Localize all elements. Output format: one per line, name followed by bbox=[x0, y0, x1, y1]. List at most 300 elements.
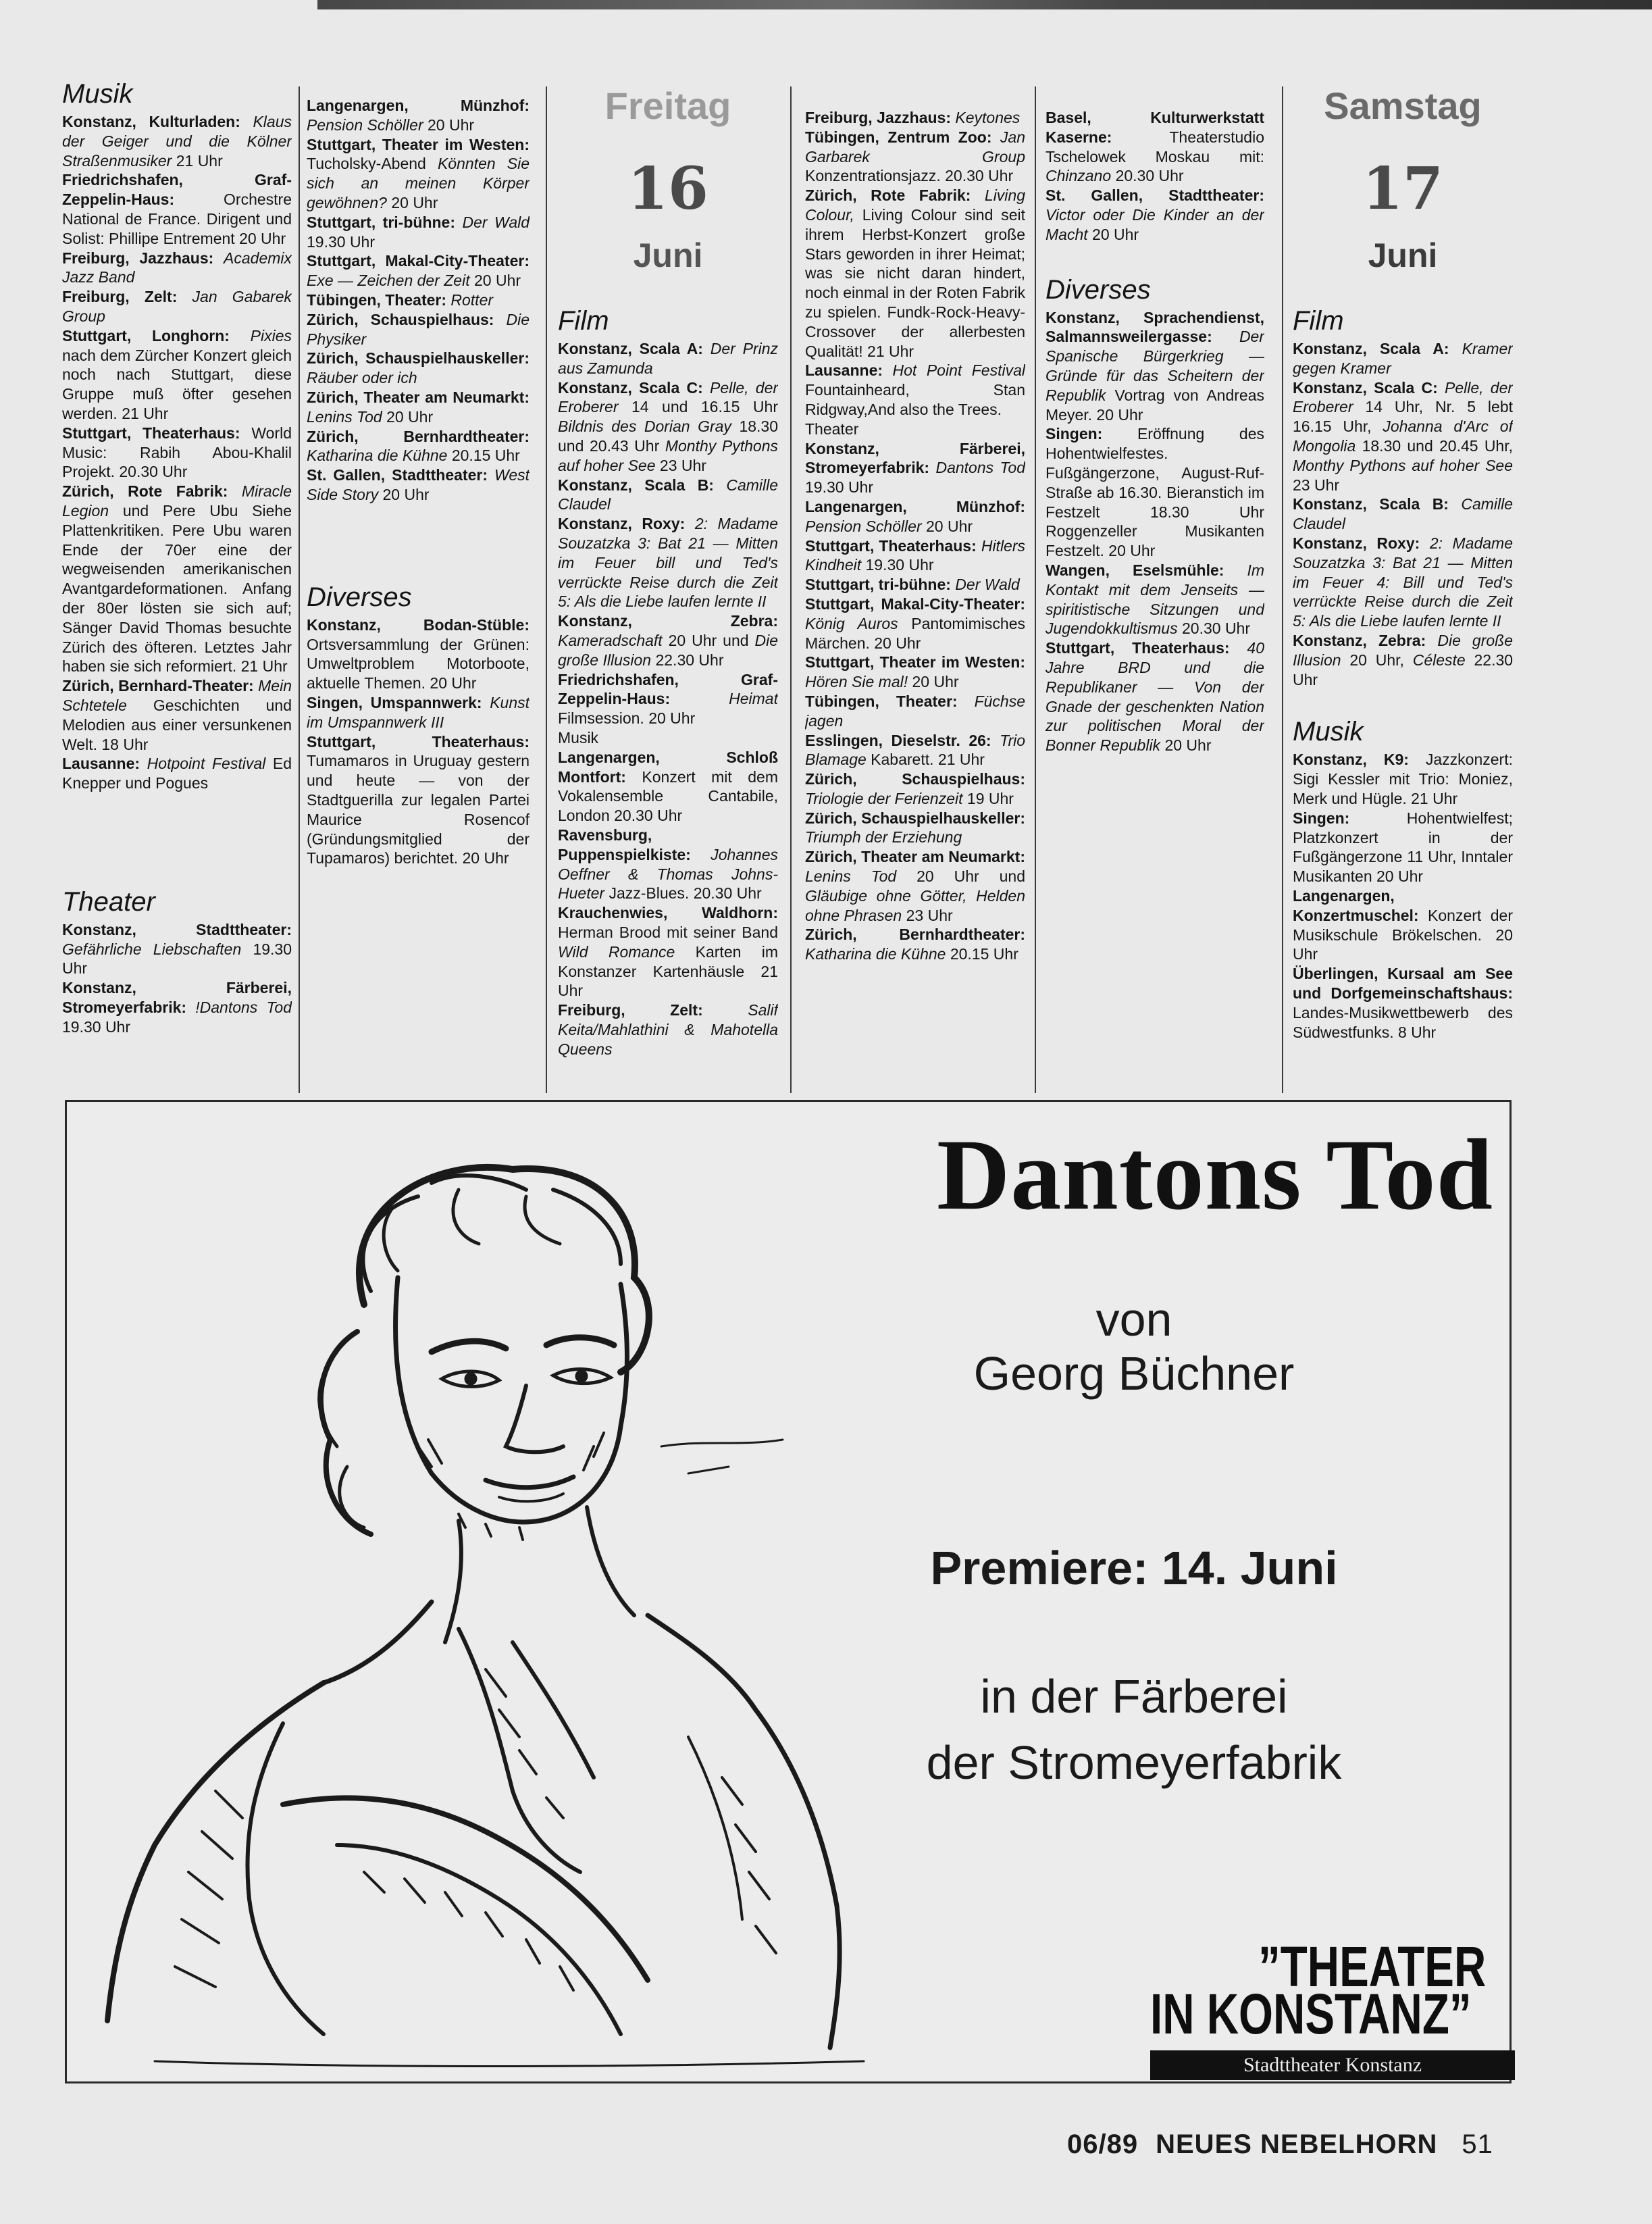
event-title: Johannes Oeffner & Thomas Johns-Hueter bbox=[558, 845, 778, 903]
venue-name: Freiburg, Jazzhaus: bbox=[62, 249, 214, 267]
event-detail: 23 Uhr bbox=[1293, 476, 1340, 494]
event-title: Miracle Legion bbox=[62, 482, 292, 520]
event-detail: 22.30 Uhr bbox=[1293, 651, 1513, 688]
event-title: Der Wald bbox=[462, 213, 530, 231]
column-5 bbox=[1046, 108, 1264, 1121]
event-detail: 18.30 und 20.43 Uhr bbox=[558, 418, 778, 455]
listing-entry bbox=[1293, 495, 1513, 534]
listing-list bbox=[558, 748, 778, 1059]
event-title: Triumph der Erziehung bbox=[805, 828, 962, 846]
listing-entry bbox=[805, 692, 1025, 731]
section-heading-musik: Musik bbox=[1293, 717, 1364, 747]
event-title: Monthy Pythons auf hoher See bbox=[1293, 456, 1513, 474]
logo-line-1: ”THEATER bbox=[1258, 1935, 1487, 1998]
event-detail: 22.30 Uhr bbox=[655, 651, 724, 669]
event-title: Victor oder Die Kinder an der Macht bbox=[1046, 205, 1264, 243]
listing-entry bbox=[62, 287, 292, 326]
event-detail: 20 Uhr bbox=[428, 116, 475, 134]
top-print-band bbox=[317, 0, 1652, 9]
event-title: Trio Blamage bbox=[805, 731, 1025, 769]
event-title: Der Spanische Bürgerkrieg — Gründe für das Scheitern der Republik bbox=[1046, 328, 1264, 404]
logo-subtitle: Stadttheater Konstanz bbox=[1150, 2050, 1515, 2080]
listing-entry bbox=[307, 251, 530, 290]
venue-name: Stuttgart, Theaterhaus: bbox=[307, 732, 530, 751]
venue-name: Stuttgart, Theater im Westen: bbox=[307, 135, 530, 153]
event-detail: 20 Uhr, bbox=[1349, 651, 1404, 669]
event-title: Bildnis des Dorian Gray bbox=[558, 418, 731, 436]
event-detail: Jazzkonzert: Sigi Kessler mit Trio: Moniez, Merk und Hügle. 21 Uhr bbox=[1293, 751, 1513, 807]
listing-list bbox=[1293, 750, 1513, 1042]
listing-entry bbox=[307, 135, 530, 213]
listing-entry bbox=[558, 378, 778, 476]
event-detail: World Music: Rabih Abou-Khalil Projekt. 20.30 Uhr bbox=[62, 424, 292, 481]
event-detail: Filmsession. 20 Uhr bbox=[558, 709, 696, 728]
event-title: Pixies bbox=[250, 326, 292, 345]
venue-name: Langenargen, Münzhof: bbox=[805, 497, 1025, 515]
day-header-saturday bbox=[1293, 82, 1513, 276]
venue-name: Zürich, Schauspielhaus: bbox=[307, 310, 494, 328]
listing-entry bbox=[558, 514, 778, 611]
venue-name: Zürich, Schauspielhaus: bbox=[805, 770, 1025, 788]
listing-entry bbox=[1293, 534, 1513, 631]
venue-name: Stuttgart, tri-bühne: bbox=[805, 576, 951, 594]
listing-entry bbox=[62, 978, 292, 1036]
venue-name: Konstanz, Stadttheater: bbox=[62, 920, 292, 938]
listing-entry bbox=[1046, 561, 1264, 638]
listing-entry bbox=[805, 128, 1025, 186]
listing-entry bbox=[1293, 750, 1513, 808]
listing-entry bbox=[1046, 308, 1264, 425]
venue-name: Ravensburg, Puppenspielkiste: bbox=[558, 826, 691, 863]
venue-name: Langenargen, Münzhof: bbox=[307, 97, 530, 114]
month-name: Juni bbox=[1368, 236, 1438, 274]
venue-name: Esslingen, Dieselstr. 26: bbox=[805, 731, 991, 749]
listing-entry bbox=[307, 96, 530, 135]
venue-name: Lausanne: bbox=[805, 361, 883, 380]
venue-name: Stuttgart, tri-bühne: bbox=[307, 213, 455, 231]
venue-name: Stuttgart, Theater im Westen: bbox=[805, 653, 1025, 672]
listing-entry bbox=[805, 536, 1025, 576]
day-number: 17 bbox=[1362, 155, 1443, 223]
venue-name: Konstanz, Zebra: bbox=[1293, 631, 1426, 649]
event-title: Räuber oder ich bbox=[307, 369, 417, 387]
listing-entry bbox=[1293, 886, 1513, 964]
listing-entry bbox=[805, 731, 1025, 770]
event-title: Jan Garbarek Group bbox=[805, 128, 1025, 166]
section-heading-theater: Theater bbox=[62, 886, 155, 917]
page-footer bbox=[1067, 2129, 1511, 2160]
listing-entry bbox=[307, 388, 530, 427]
venue-name: Zürich, Theater am Neumarkt: bbox=[307, 388, 530, 406]
listing-list bbox=[62, 112, 292, 793]
venue-name: Konstanz, Zebra: bbox=[558, 612, 778, 630]
listing-entry bbox=[62, 170, 292, 248]
listing-entry bbox=[558, 826, 778, 903]
venue-name: Konstanz, Scala A: bbox=[1293, 340, 1449, 357]
event-detail: Ed Knepper und Pogues bbox=[62, 755, 292, 792]
venue-name: St. Gallen, Stadttheater: bbox=[1046, 186, 1264, 205]
event-title: Camille Claudel bbox=[1293, 495, 1513, 533]
listing-entry bbox=[1293, 964, 1513, 1042]
event-title: Katharina die Kühne bbox=[307, 447, 448, 465]
venue-name: Konstanz, Scala A: bbox=[558, 340, 703, 357]
listing-entry bbox=[1046, 638, 1264, 755]
venue-name: Basel, Kulturwerkstatt Kaserne: bbox=[1046, 109, 1264, 146]
venue-name: Stuttgart, Theaterhaus: bbox=[62, 424, 240, 442]
event-detail: Pantomimisches Märchen. 20 Uhr bbox=[805, 614, 1025, 652]
listing-entry bbox=[1293, 809, 1513, 886]
venue-name: Singen: bbox=[1293, 809, 1350, 827]
event-title: !Dantons Tod bbox=[195, 999, 292, 1017]
event-title: Die große Illusion bbox=[1293, 631, 1513, 669]
listing-entry bbox=[805, 847, 1025, 925]
event-detail: 19.30 Uhr bbox=[805, 478, 874, 497]
event-detail: 20 Uhr bbox=[1092, 225, 1139, 243]
listing-list bbox=[307, 615, 530, 868]
page-number: 51 bbox=[1462, 2129, 1493, 2159]
venue-name: Krauchenwies, Waldhorn: bbox=[558, 904, 778, 922]
venue-name: Konstanz, Scala C: bbox=[1293, 378, 1438, 397]
column-divider bbox=[1035, 86, 1036, 1093]
event-title: Mein Schtetele bbox=[62, 677, 292, 714]
event-title: Die Physiker bbox=[307, 310, 530, 348]
venue-name: Stuttgart, Makal-City-Theater: bbox=[805, 595, 1025, 613]
event-detail: 19.30 Uhr bbox=[865, 556, 934, 574]
listing-list bbox=[1293, 339, 1513, 689]
section-label-theater: Theater bbox=[805, 420, 859, 438]
listing-entry bbox=[1046, 108, 1264, 186]
listing-entry bbox=[1293, 631, 1513, 689]
event-title: Hotpoint Festival bbox=[147, 755, 266, 773]
event-title: Rotter bbox=[450, 290, 494, 309]
listing-entry bbox=[307, 693, 530, 732]
event-detail: Tucholsky-Abend bbox=[307, 155, 426, 173]
event-title: Triologie der Ferienzeit bbox=[805, 789, 963, 807]
venue-name: Überlingen, Kursaal am See und Dorfgemeinschaftshaus: bbox=[1293, 965, 1513, 1002]
venue-name: Freiburg, Jazzhaus: bbox=[805, 109, 951, 126]
advertisement-dantons-tod bbox=[65, 1100, 1512, 2083]
listing-entry bbox=[558, 670, 778, 728]
listing-entry bbox=[805, 595, 1025, 653]
event-detail: 19.30 Uhr bbox=[62, 940, 292, 978]
venue-name: Freiburg, Zelt: bbox=[558, 1001, 703, 1019]
event-detail: 14 Uhr, Nr. 5 lebt 16.15 Uhr, bbox=[1293, 398, 1513, 436]
column-1 bbox=[62, 76, 292, 1089]
venue-name: Stuttgart, Makal-City-Theater: bbox=[307, 252, 530, 270]
venue-name: Langenargen, Konzertmuschel: bbox=[1293, 886, 1419, 924]
venue-name: Konstanz, Färberei, Stromeyerfabrik: bbox=[805, 439, 1025, 477]
event-detail: Tumamaros in Uruguay gestern und heute — von der Stadtguerilla zur legalen Partei Maurice Rosencof (Gründungsmitglied der Tupamaros) berichtet. 20 Uhr bbox=[307, 752, 530, 867]
ad-by-label: von bbox=[1095, 1293, 1172, 1346]
event-title: König Auros bbox=[805, 614, 898, 632]
venue-name: Konstanz, Bodan-Stüble: bbox=[307, 615, 530, 634]
listing-entry bbox=[307, 349, 530, 388]
event-title: Chinzano bbox=[1046, 167, 1112, 185]
event-detail: 23 Uhr bbox=[659, 456, 706, 474]
issue-number: 06/89 bbox=[1067, 2129, 1139, 2159]
event-title: Exe — Zeichen der Zeit bbox=[307, 272, 470, 290]
event-detail: Ortsversammlung der Grünen: Umweltproblem Motorboote, aktuelle Themen. 20 Uhr bbox=[307, 635, 530, 692]
event-title: Dantons Tod bbox=[935, 459, 1025, 477]
listing-entry bbox=[558, 748, 778, 826]
event-title: Heimat bbox=[729, 690, 778, 708]
event-detail: Fountainheard, Stan Ridgway,And also the Trees. bbox=[805, 381, 1025, 418]
listing-entry bbox=[805, 361, 1025, 419]
theater-konstanz-logo bbox=[1150, 1935, 1515, 2087]
venue-name: Stuttgart, Theaterhaus: bbox=[805, 536, 977, 555]
event-title: Wild Romance bbox=[558, 942, 675, 961]
column-divider bbox=[546, 86, 547, 1093]
listing-entry bbox=[307, 427, 530, 466]
listing-entry bbox=[62, 482, 292, 676]
listing-entry bbox=[805, 439, 1025, 497]
ad-premiere-date: Premiere: 14. Juni bbox=[930, 1542, 1338, 1594]
event-title: Gefährliche Liebschaften bbox=[62, 940, 242, 958]
ad-title: Dantons Tod bbox=[937, 1119, 1493, 1231]
event-detail: 19.30 Uhr bbox=[62, 1017, 131, 1036]
event-detail: 19 Uhr bbox=[966, 789, 1014, 807]
listing-entry bbox=[62, 676, 292, 754]
section-heading-musik: Musik bbox=[62, 79, 133, 109]
event-title: Salif Keita/Mahlathini & Mahotella Queens bbox=[558, 1001, 778, 1058]
listing-entry bbox=[805, 186, 1025, 361]
venue-name: Konstanz, Roxy: bbox=[1293, 534, 1420, 552]
listing-entry bbox=[62, 249, 292, 288]
venue-name: Friedrichshafen, Graf-Zeppelin-Haus: bbox=[558, 670, 778, 708]
listing-entry bbox=[62, 112, 292, 170]
venue-name: Tübingen, Theater: bbox=[805, 692, 958, 710]
event-detail: Konzert der Musikschule Brökelschen. 20 Uhr bbox=[1293, 906, 1513, 963]
event-title: 2: Madame Souzatzka 3: Bat 21 — Mitten im Feuer bill und Ted's verrückte Reise durch die Zeit 5: Als die Liebe laufen lernte II bbox=[558, 515, 778, 611]
day-header-friday bbox=[558, 82, 778, 276]
column-2 bbox=[307, 96, 530, 1109]
listing-entry bbox=[1293, 378, 1513, 495]
event-title: Keytones bbox=[955, 109, 1021, 126]
listing-entry bbox=[805, 809, 1025, 848]
column-6 bbox=[1293, 80, 1513, 1093]
section-heading-film: Film bbox=[1293, 306, 1344, 336]
event-title: Die große Illusion bbox=[558, 631, 778, 669]
event-title: 40 Jahre BRD und die Republikaner — Von der Gnade der geschenkten Nation zur politischen Moral der Bonner Republik bbox=[1046, 639, 1264, 755]
venue-name: Friedrichshafen, Graf-Zeppelin-Haus: bbox=[62, 171, 292, 209]
venue-name: Konstanz, K9: bbox=[1293, 751, 1409, 769]
event-detail: Kabarett. 21 Uhr bbox=[871, 751, 985, 769]
venue-name: Singen, Umspannwerk: bbox=[307, 693, 482, 711]
venue-name: Zürich, Bernhardtheater: bbox=[307, 427, 530, 445]
event-title: Pension Schöller bbox=[805, 517, 922, 535]
venue-name: Tübingen, Theater: bbox=[307, 290, 446, 309]
event-detail: 20.15 Uhr bbox=[950, 945, 1018, 963]
listing-list bbox=[62, 920, 292, 1037]
venue-name: Konstanz, Sprachendienst, Salmannsweilergasse: bbox=[1046, 308, 1264, 346]
event-detail: und Pere Ubu Siehe Plattenkritiken. Pere Ubu waren Ende der 70er eine der wegweisenden amerikanischen Avantgardeformationen. Anfang der 80er lösten sie sich auf; Sänger David Thomas besuchte Zürich des öfteren. Letztes Jahr haben sie sich reformiert. 21 Uhr bbox=[62, 501, 292, 676]
listing-entry bbox=[1046, 424, 1264, 561]
venue-name: Stuttgart, Longhorn: bbox=[62, 326, 230, 345]
day-name: Samstag bbox=[1324, 84, 1482, 127]
venue-name: Konstanz, Scala B: bbox=[558, 476, 714, 494]
listing-list bbox=[558, 339, 778, 728]
event-detail: 20 Uhr und bbox=[668, 631, 749, 649]
venue-name: Konstanz, Scala B: bbox=[1293, 495, 1449, 513]
event-title: Hören Sie mal! bbox=[805, 673, 908, 691]
ad-venue-line-1: in der Färberei bbox=[980, 1670, 1288, 1723]
event-detail: Herman Brood mit seiner Band bbox=[558, 923, 778, 941]
listing-list bbox=[805, 439, 1025, 965]
event-detail: Landes-Musikwettbewerb des Südwestfunks. 8 Uhr bbox=[1293, 1003, 1513, 1041]
event-title: Der Wald bbox=[955, 576, 1020, 594]
event-detail: Living Colour sind seit ihrem Herbst-Konzert große Stars geworden in ihrer Heimat; was sie nicht daran hindert, noch einmal in der Roten Fabrik zu spielen. Fundk-Rock-Heavy-Crossover der allerbesten Qualität! 21 Uhr bbox=[805, 205, 1025, 360]
event-detail: Jazz-Blues. 20.30 Uhr bbox=[609, 884, 762, 903]
listing-entry bbox=[307, 310, 530, 349]
listing-entry bbox=[558, 476, 778, 515]
event-title: Der Prinz aus Zamunda bbox=[558, 340, 778, 377]
venue-name: Singen: bbox=[1046, 425, 1103, 443]
listing-entry bbox=[62, 920, 292, 978]
listing-list bbox=[307, 96, 530, 505]
event-detail: 20 Uhr bbox=[386, 407, 434, 426]
event-title: Kameradschaft bbox=[558, 631, 663, 649]
event-title: Hot Point Festival bbox=[892, 361, 1025, 380]
event-title: Lenins Tod bbox=[805, 867, 897, 886]
event-title: Klaus der Geiger und die Kölner Straßenmusiker bbox=[62, 113, 292, 170]
event-detail: 20 Uhr bbox=[912, 673, 959, 691]
venue-name: Konstanz, Scala C: bbox=[558, 378, 703, 397]
event-title: Hitlers Kindheit bbox=[805, 536, 1025, 574]
listing-entry bbox=[62, 754, 292, 793]
listing-entry bbox=[307, 465, 530, 505]
month-name: Juni bbox=[633, 236, 703, 274]
event-detail: Vortrag von Andreas Meyer. 20 Uhr bbox=[1046, 386, 1264, 424]
event-title: West Side Story bbox=[307, 466, 530, 503]
column-divider bbox=[790, 86, 792, 1093]
event-detail: Theaterstudio Tschelowek Moskau mit: bbox=[1046, 128, 1264, 166]
listing-entry bbox=[558, 903, 778, 1001]
event-detail: 20 Uhr bbox=[382, 485, 430, 503]
event-detail: 20 Uhr bbox=[1164, 736, 1212, 755]
event-detail: 21 Uhr bbox=[176, 151, 223, 170]
column-4 bbox=[805, 108, 1025, 1121]
listing-entry bbox=[805, 497, 1025, 536]
venue-name: Freiburg, Zelt: bbox=[62, 288, 178, 306]
event-detail: 19.30 Uhr bbox=[307, 232, 376, 251]
event-detail: 20.15 Uhr bbox=[451, 447, 520, 465]
listing-entry bbox=[62, 424, 292, 482]
listing-entry bbox=[805, 653, 1025, 692]
event-title: Gläubige ohne Götter, Helden ohne Phrasen bbox=[805, 886, 1025, 924]
event-detail: 14 und 16.15 Uhr bbox=[631, 398, 778, 416]
event-title: Katharina die Kühne bbox=[805, 945, 946, 963]
venue-name: Zürich, Rote Fabrik: bbox=[62, 482, 228, 501]
event-detail: 20 Uhr und bbox=[917, 867, 1025, 886]
venue-name: Langenargen, Schloß Montfort: bbox=[558, 748, 778, 786]
venue-name: Zürich, Rote Fabrik: bbox=[805, 186, 971, 205]
event-title: Monthy Pythons auf hoher See bbox=[558, 436, 778, 474]
event-title: Könnten Sie sich an meinen Körper gewöhnen? bbox=[307, 155, 530, 211]
venue-name: Stuttgart, Theaterhaus: bbox=[1046, 639, 1230, 657]
event-detail: 18.30 und 20.45 Uhr, bbox=[1362, 436, 1513, 455]
column-divider bbox=[1282, 86, 1283, 1093]
listing-entry bbox=[307, 615, 530, 693]
event-detail: Eröffnung des Hohentwielfestes. Fußgängerzone, August-Ruf-Straße ab 16.30. Bieranstich im Festzelt 18.30 Uhr Roggenzeller Musikanten Festzelt. 20 Uhr bbox=[1046, 425, 1264, 560]
listing-entry bbox=[558, 339, 778, 378]
event-title: Living Colour, bbox=[805, 186, 1025, 224]
event-detail: Orchestre National de France. Dirigent und Solist: Phillipe Entrement 20 Uhr bbox=[62, 191, 292, 247]
venue-name: Zürich, Bernhard-Theater: bbox=[62, 677, 254, 695]
event-detail: nach dem Zürcher Konzert gleich noch nach Stuttgart, diese Gruppe muß öfter gesehen werden. 21 Uhr bbox=[62, 346, 292, 422]
listing-entry bbox=[805, 769, 1025, 809]
event-title: Jan Gabarek Group bbox=[62, 288, 292, 325]
venue-name: Zürich, Bernhardtheater: bbox=[805, 926, 1025, 944]
column-divider bbox=[299, 86, 300, 1093]
ad-venue-line-2: der Stromeyerfabrik bbox=[926, 1736, 1342, 1789]
listing-entry bbox=[805, 108, 1025, 128]
listing-entry bbox=[307, 732, 530, 869]
section-heading-diverses: Diverses bbox=[307, 582, 412, 612]
event-title: Füchse jagen bbox=[805, 692, 1025, 730]
listing-entry bbox=[62, 326, 292, 424]
event-title: Pelle, der Eroberer bbox=[1293, 378, 1513, 416]
event-title: Pension Schöller bbox=[307, 116, 423, 134]
listing-entry bbox=[805, 925, 1025, 964]
venue-name: Zürich, Schauspielhauskeller: bbox=[307, 349, 530, 368]
logo-line-2: IN KONSTANZ” bbox=[1150, 1982, 1472, 2046]
column-3 bbox=[558, 80, 778, 1093]
event-detail: Hohentwielfest; Platzkonzert in der Fußgängerzone 11 Uhr, Inntaler Musikanten 20 Uhr bbox=[1293, 809, 1513, 886]
listing-list bbox=[1046, 308, 1264, 755]
event-title: Pelle, der Eroberer bbox=[558, 378, 778, 416]
listing-entry bbox=[1293, 339, 1513, 378]
event-detail: 20 Uhr bbox=[926, 517, 973, 535]
event-title: Céleste bbox=[1412, 651, 1466, 669]
venue-name: Wangen, Eselsmühle: bbox=[1046, 561, 1224, 579]
section-heading-film: Film bbox=[558, 306, 609, 336]
listing-entry bbox=[805, 575, 1025, 595]
event-title: 2: Madame Souzatzka 3: Bat 21 — Mitten im Feuer 4: Bill und Ted's verrückte Reise durch die Zeit 5: Als die Liebe laufen lernte II bbox=[1293, 534, 1513, 630]
venue-name: Konstanz, Roxy: bbox=[558, 515, 686, 533]
venue-name: Tübingen, Zentrum Zoo: bbox=[805, 128, 992, 146]
event-title: Camille Claudel bbox=[558, 476, 778, 513]
listing-entry bbox=[307, 213, 530, 252]
venue-name: Konstanz, Kulturladen: bbox=[62, 113, 240, 130]
event-detail: 20 Uhr bbox=[474, 272, 521, 290]
venue-name: Zürich, Schauspielhauskeller: bbox=[805, 809, 1025, 827]
venue-name: Konstanz, Färberei, Stromeyerfabrik: bbox=[62, 979, 292, 1017]
event-detail: 20.30 Uhr bbox=[1115, 167, 1184, 185]
section-heading-diverses: Diverses bbox=[1046, 274, 1151, 305]
portrait-illustration bbox=[80, 1129, 904, 2075]
venue-name: St. Gallen, Stadttheater: bbox=[307, 466, 488, 484]
event-detail: 23 Uhr bbox=[906, 906, 953, 924]
event-title: Kunst im Umspannwerk III bbox=[307, 693, 530, 731]
listing-list bbox=[805, 108, 1025, 420]
event-title: Johanna d'Arc of Mongolia bbox=[1293, 418, 1513, 455]
listing-entry bbox=[307, 290, 530, 310]
listing-entry bbox=[558, 1001, 778, 1059]
event-detail: 20 Uhr bbox=[391, 193, 438, 211]
listing-entry bbox=[1046, 186, 1264, 244]
event-detail: Geschichten und Melodien aus einer versunkenen Welt. 18 Uhr bbox=[62, 696, 292, 753]
event-detail: Konzentrationsjazz. 20.30 Uhr bbox=[805, 167, 1014, 185]
day-name: Freitag bbox=[604, 84, 731, 127]
listing-list bbox=[1046, 108, 1264, 245]
venue-name: Zürich, Theater am Neumarkt: bbox=[805, 848, 1025, 866]
magazine-name: NEUES NEBELHORN bbox=[1156, 2129, 1438, 2159]
event-title: Academix Jazz Band bbox=[62, 249, 292, 286]
event-title: Lenins Tod bbox=[307, 407, 382, 426]
day-number: 16 bbox=[627, 155, 708, 223]
event-title: Kramer gegen Kramer bbox=[1293, 340, 1513, 377]
event-detail: Konzert mit dem Vokalensemble Cantabile, London 20.30 Uhr bbox=[558, 767, 778, 825]
